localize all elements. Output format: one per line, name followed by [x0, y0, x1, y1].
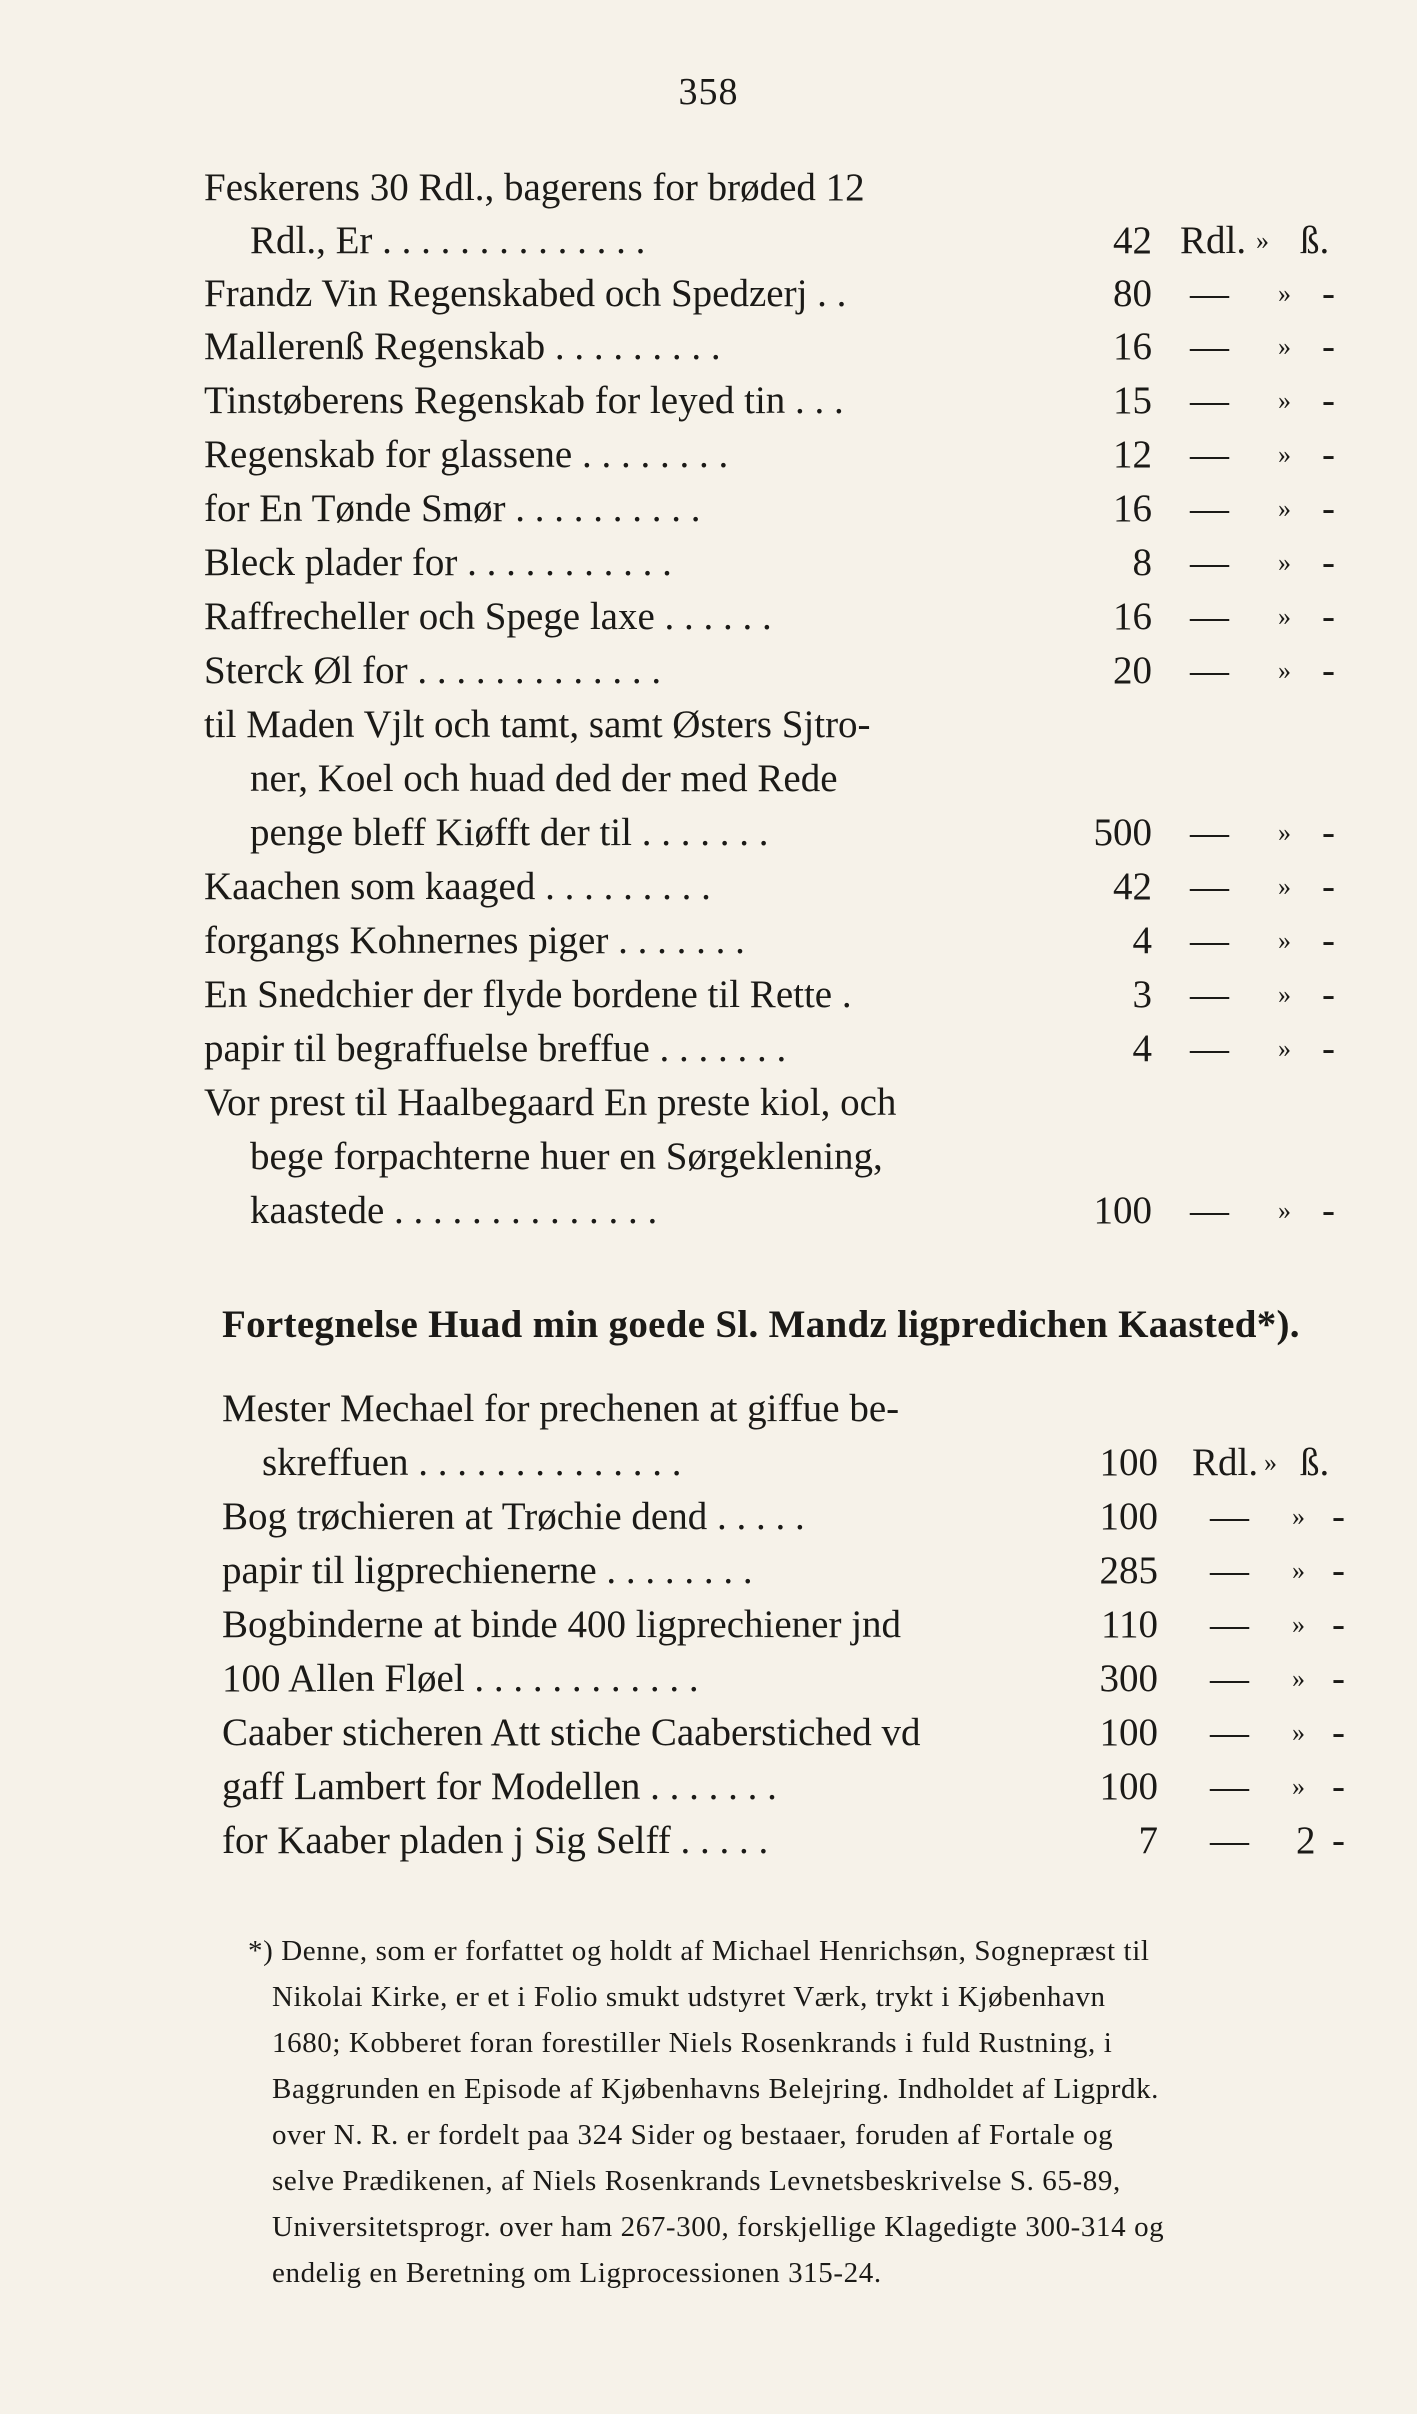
page-number: 358	[678, 71, 739, 113]
list-item: En Snedchier der flyde bordene til Rette . 3 — » -	[204, 973, 1335, 1016]
footnote-line: *) Denne, som er forfattet og holdt af Michael Henrichsøn, Sognepræst til	[248, 1935, 1150, 1967]
list-item: Sterck Øl for . . . . . . . . . . . . . 20 — » -	[204, 649, 1335, 692]
list-item: til Maden Vjlt och tamt, samt Østers Sjtro-	[204, 703, 871, 746]
list-item: papir til begraffuelse breffue . . . . . . . 4 — » -	[204, 1027, 1335, 1070]
footnote-line: selve Prædikenen, af Niels Rosenkrands Levnetsbeskrivelse S. 65-89,	[272, 2165, 1121, 2197]
list-item: 100 Allen Fløel . . . . . . . . . . . . 300 — » -	[222, 1657, 1345, 1700]
list-item: Bleck plader for . . . . . . . . . . . 8 — » -	[204, 541, 1335, 584]
footnote-line: Universitetsprogr. over ham 267-300, forskjellige Klagedigte 300-314 og	[272, 2211, 1165, 2243]
list-item: Regenskab for glassene . . . . . . . . 12 — » -	[204, 433, 1335, 476]
list-item: bege forpachterne huer en Sørgeklening,	[250, 1135, 883, 1178]
list-item: penge bleff Kiøfft der til . . . . . . . 500 — » -	[250, 811, 1335, 854]
list-item: Frandz Vin Regenskabed och Spedzerj . . 80 — » -	[204, 272, 1335, 315]
list-item: Bogbinderne at binde 400 ligprechiener jnd 110 — » -	[222, 1603, 1345, 1646]
list-item: papir til ligprechienerne . . . . . . . . 285 — » -	[222, 1549, 1345, 1592]
list-item: Mester Mechael for prechenen at giffue be-	[222, 1387, 900, 1430]
list-item: kaastede . . . . . . . . . . . . . . 100 — » -	[250, 1189, 1335, 1232]
footnote-line: endelig en Beretning om Ligprocessionen 315-24.	[272, 2257, 882, 2289]
list-item: for En Tønde Smør . . . . . . . . . . 16 — » -	[204, 487, 1335, 530]
footnote-line: Nikolai Kirke, er et i Folio smukt udstyret Værk, trykt i Kjøbenhavn	[272, 1981, 1106, 2013]
list-item: Bog trøchieren at Trøchie dend . . . . . 100 — » -	[222, 1495, 1345, 1538]
list-item: Rdl., Er . . . . . . . . . . . . . . 42 Rdl. » ß.	[250, 219, 1330, 262]
footnote-line: over N. R. er fordelt paa 324 Sider og bestaaer, foruden af Fortale og	[272, 2119, 1114, 2151]
footnote-line: 1680; Kobberet foran forestiller Niels Rosenkrands i fuld Rustning, i	[272, 2027, 1113, 2059]
list-item: Vor prest til Haalbegaard En preste kiol, och	[204, 1081, 897, 1124]
list-item: skreffuen . . . . . . . . . . . . . . 100 Rdl. » ß.	[262, 1441, 1330, 1484]
list-item: gaff Lambert for Modellen . . . . . . . 100 — » -	[222, 1765, 1345, 1808]
section-heading: Fortegnelse Huad min goede Sl. Mandz ligpredichen Kaasted*).	[222, 1303, 1300, 1346]
list-item: Tinstøberens Regenskab for leyed tin . . . 15 — » -	[204, 379, 1335, 422]
list-item: Mallerenß Regenskab . . . . . . . . . 16 — » -	[204, 325, 1335, 368]
list-item: forgangs Kohnernes piger . . . . . . . 4 — » -	[204, 919, 1335, 962]
list-item: Kaachen som kaaged . . . . . . . . . 42 — » -	[204, 865, 1335, 908]
list-item: Caaber sticheren Att stiche Caaberstiched vd 100 — » -	[222, 1711, 1345, 1754]
list-item: for Kaaber pladen j Sig Selff . . . . . 7 — 2 -	[222, 1819, 1345, 1862]
list-item: Feskerens 30 Rdl., bagerens for brøded 12	[204, 166, 865, 209]
list-item: ner, Koel och huad ded der med Rede	[250, 757, 838, 800]
footnote-line: Baggrunden en Episode af Kjøbenhavns Belejring. Indholdet af Ligprdk.	[272, 2073, 1160, 2105]
list-item: Raffrecheller och Spege laxe . . . . . . 16 — » -	[204, 595, 1335, 638]
